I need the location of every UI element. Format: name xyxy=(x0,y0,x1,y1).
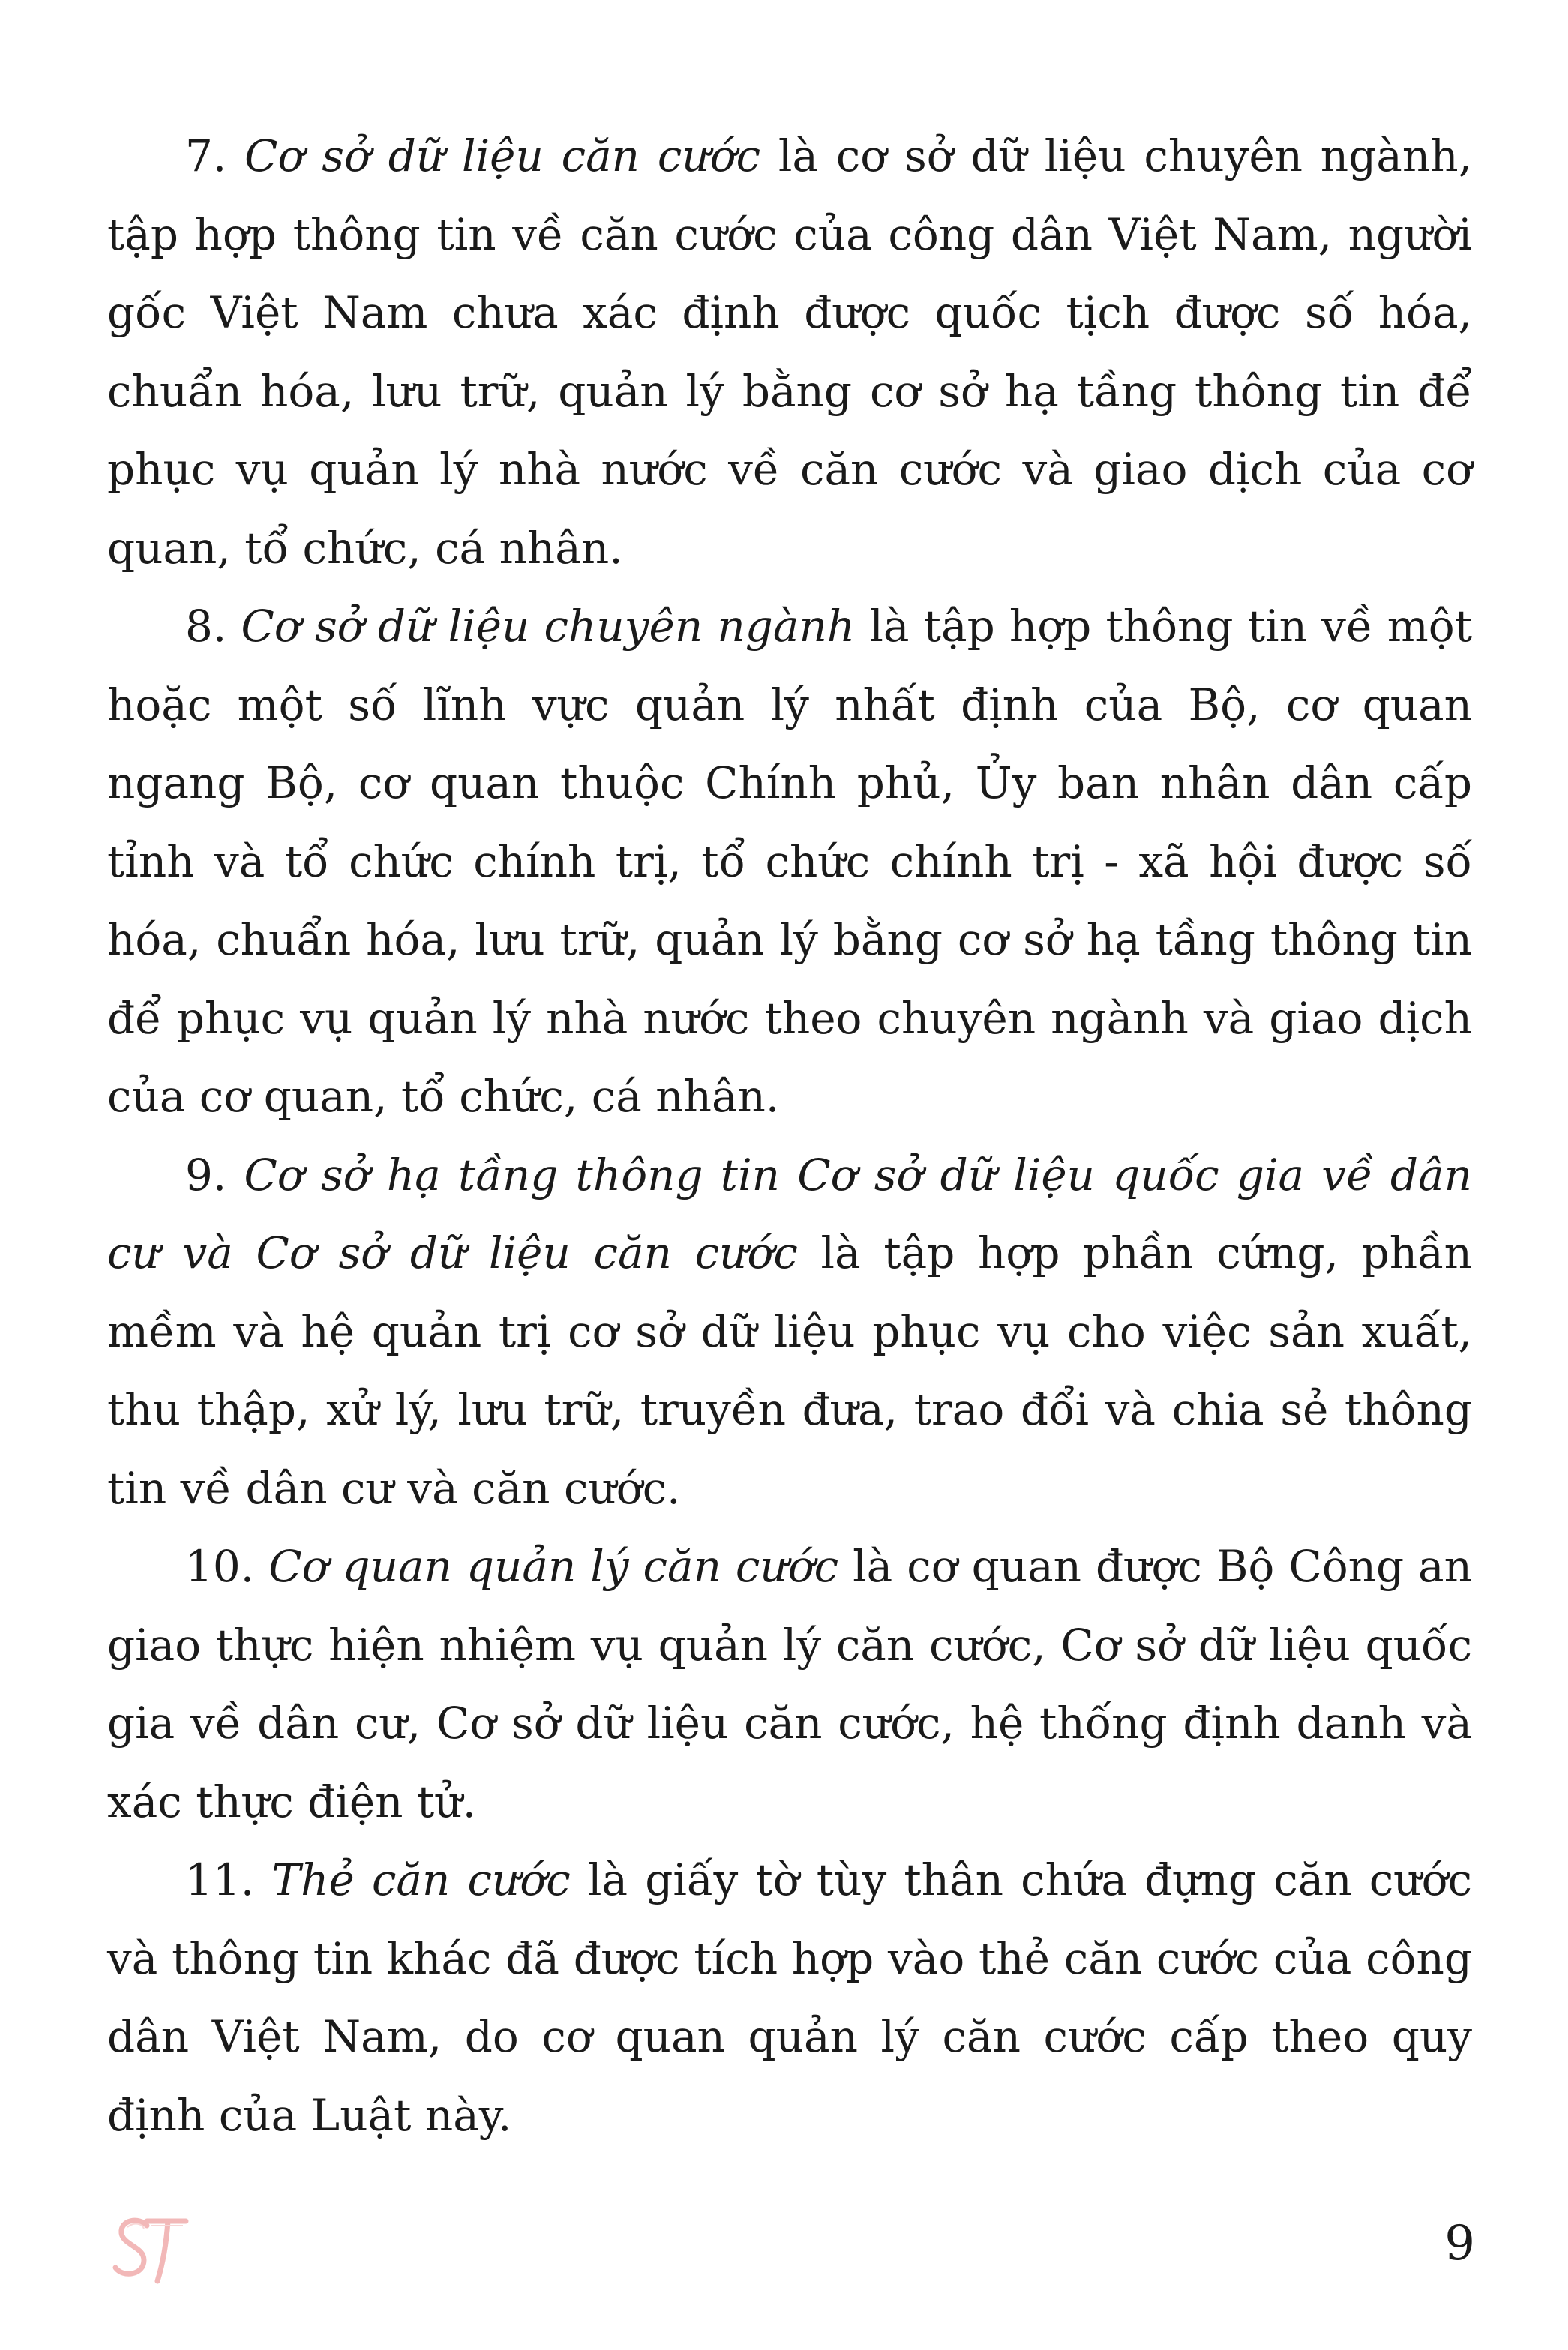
page-number: 9 xyxy=(1444,2216,1475,2271)
definition-9 xyxy=(107,1136,1472,1528)
definition-7 xyxy=(107,117,1472,587)
definition-number: 10. xyxy=(185,1541,255,1592)
definition-text: là cơ quan được Bộ Công an giao thực hiện nhiệm vụ quản lý căn cước, Cơ sở dữ liệu quốc gia về dân cư, Cơ sở dữ liệu căn cước, hệ thống định danh và xác thực điện tử. xyxy=(107,1541,1472,1827)
definition-text: là tập hợp thông tin về một hoặc một số lĩnh vực quản lý nhất định của Bộ, cơ quan ngang Bộ, cơ quan thuộc Chính phủ, Ủy ban nhân dân cấp tỉnh và tổ chức chính trị, tổ chức chính trị - xã hội được số hóa, chuẩn hóa, lưu trữ, quản lý bằng cơ sở hạ tầng thông tin để phục vụ quản lý nhà nước theo chuyên ngành và giao dịch của cơ quan, tổ chức, cá nhân. xyxy=(107,601,1473,1122)
publisher-logo xyxy=(109,2209,192,2292)
definition-text: là tập hợp phần cứng, phần mềm và hệ quản trị cơ sở dữ liệu phục vụ cho việc sản xuất, thu thập, xử lý, lưu trữ, truyền đưa, trao đổi và chia sẻ thông tin về dân cư và căn cước. xyxy=(107,1227,1473,1514)
definition-term: Cơ sở hạ tầng thông tin Cơ sở dữ liệu quốc gia về dân cư và Cơ sở dữ liệu căn cước xyxy=(107,1149,1472,1278)
definition-term: Cơ quan quản lý căn cước xyxy=(268,1541,839,1592)
definition-number: 9. xyxy=(185,1149,227,1200)
definition-term: Thẻ căn cước xyxy=(271,1854,571,1905)
definition-11 xyxy=(107,1841,1472,2154)
definition-text: là cơ sở dữ liệu chuyên ngành, tập hợp thông tin về căn cước của công dân Việt Nam, người gốc Việt Nam chưa xác định được quốc tịch được số hóa, chuẩn hóa, lưu trữ, quản lý bằng cơ sở hạ tầng thông tin để phục vụ quản lý nhà nước về căn cước và giao dịch của cơ quan, tổ chức, cá nhân. xyxy=(107,130,1472,574)
definition-8 xyxy=(107,587,1472,1136)
definition-text: là giấy tờ tùy thân chứa đựng căn cước và thông tin khác đã được tích hợp vào thẻ căn cước của công dân Việt Nam, do cơ quan quản lý căn cước cấp theo quy định của Luật này. xyxy=(107,1854,1473,2141)
definition-10 xyxy=(107,1527,1472,1841)
document-body xyxy=(107,117,1472,2154)
definition-number: 11. xyxy=(185,1854,255,1905)
definition-number: 8. xyxy=(185,601,227,652)
definition-term: Cơ sở dữ liệu căn cước xyxy=(244,130,761,181)
definition-number: 7. xyxy=(185,130,227,181)
definition-term: Cơ sở dữ liệu chuyên ngành xyxy=(241,601,856,652)
